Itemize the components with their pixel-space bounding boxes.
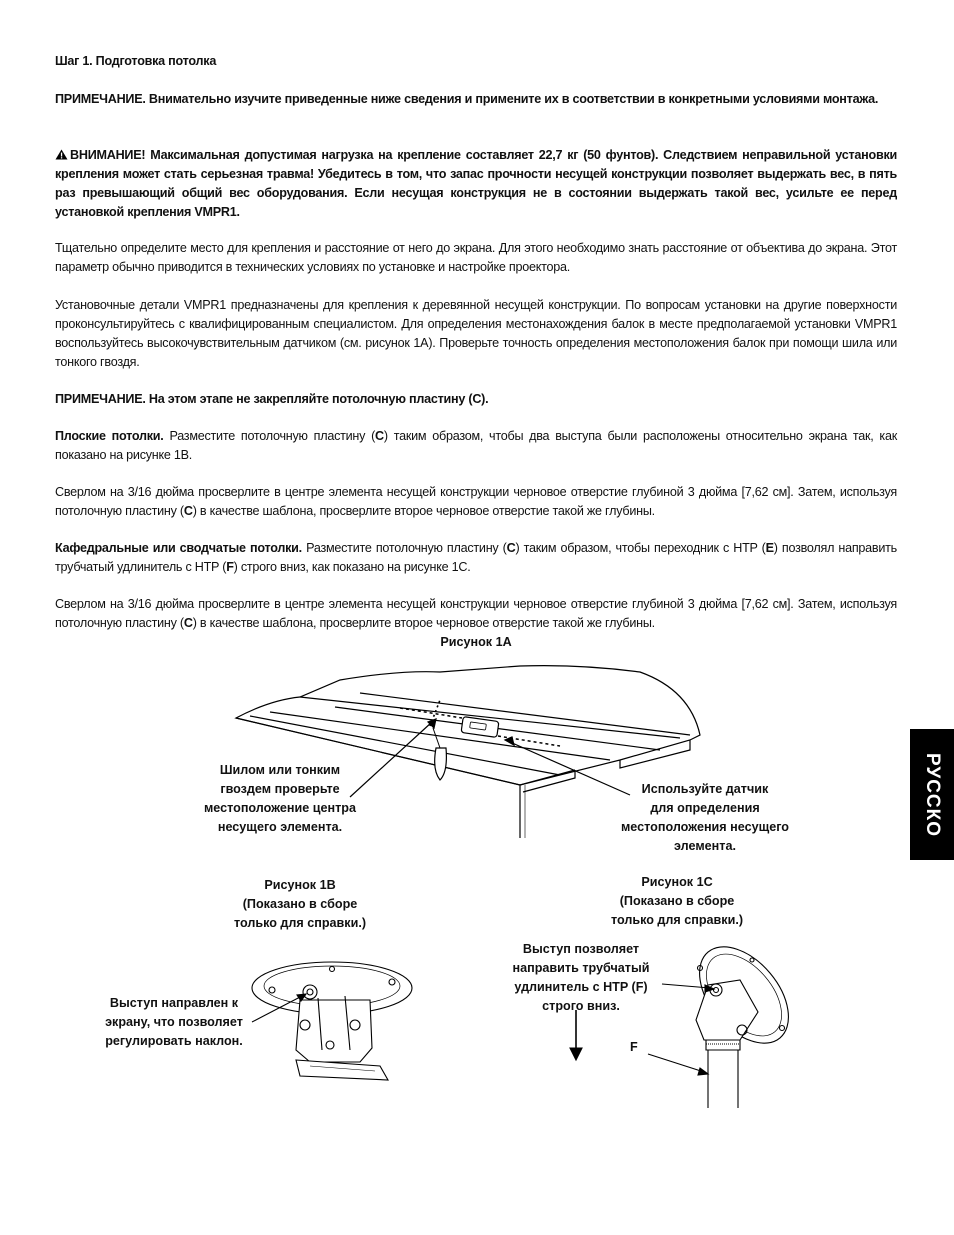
figure-1b-callout-line-3: регулировать наклон. bbox=[105, 1034, 243, 1048]
figure-1c-title-line-1: Рисунок 1C bbox=[641, 875, 713, 889]
figure-1c-callout bbox=[496, 940, 666, 1016]
warning-text: ВНИМАНИЕ! Максимальная допустимая нагрузка на крепление составляет 22,7 кг (50 фунтов). Следствием неправильной установки крепления может стать серьезная травма! Убедитесь в том, что запас прочности несущей конструкции позволяет выдержать вес, в пять раз превышающий общий вес оборудования. Если несущая конструкция не в состоянии выдержать такой вес, усильте ее перед установкой крепления VMPR1. bbox=[55, 148, 897, 219]
figure-1c-title bbox=[587, 873, 767, 930]
sensor-callout-line-2: для определения bbox=[650, 801, 760, 815]
drill1-text-1: Сверлом на 3/16 дюйма просверлите в центре элемента несущей конструкции черновое отверстие глубиной 3 дюйма [7,62 см]. Затем, используя потолочную пластину ( bbox=[55, 485, 897, 518]
cathedral-text-4: ) строго вниз, как показано на рисунке 1C. bbox=[233, 560, 471, 574]
figure-1c-callout-line-1: Выступ позволяет bbox=[522, 942, 640, 956]
figure-1b-callout bbox=[80, 994, 268, 1051]
figure-1a-sensor-callout bbox=[600, 780, 810, 856]
drill2-text-2: ) в качестве шаблона, просверлите второе черновое отверстие такой же глубины. bbox=[192, 616, 655, 630]
figure-1b-title bbox=[210, 876, 390, 933]
sensor-callout-line-1: Используйте датчик bbox=[641, 782, 769, 796]
cathedral-letter-c: C bbox=[506, 541, 516, 555]
figure-1b-callout-line-2: экрану, что позволяет bbox=[105, 1015, 243, 1029]
awl-callout-line-1: Шилом или тонким bbox=[219, 763, 341, 777]
awl-callout-line-4: несущего элемента. bbox=[217, 820, 343, 834]
cathedral-heading: Кафедральные или сводчатые потолки. bbox=[55, 541, 302, 555]
figure-1b-title-line-2: (Показано в сборе bbox=[242, 897, 358, 911]
cathedral-text-1: Разместите потолочную пластину ( bbox=[301, 541, 507, 555]
awl-callout-line-3: местоположение центра bbox=[203, 801, 357, 815]
figure-1a-awl-callout bbox=[185, 761, 375, 837]
figure-1b-title-line-3: только для справки.) bbox=[233, 916, 367, 930]
language-side-tab bbox=[910, 729, 954, 860]
figure-1b-callout-line-1: Выступ направлен к bbox=[109, 996, 239, 1010]
drill1-letter-c: C bbox=[183, 504, 193, 518]
figure-1b-mount-drawing bbox=[252, 962, 412, 1080]
figure-1c-callout-line-2: направить трубчатый bbox=[512, 961, 650, 975]
cathedral-letter-e: E bbox=[765, 541, 774, 555]
figure-1b-title-line-1: Рисунок 1B bbox=[264, 878, 336, 892]
drill1-text-2: ) в качестве шаблона, просверлите второе черновое отверстие такой же глубины. bbox=[192, 504, 655, 518]
sensor-callout-line-4: элемента. bbox=[674, 839, 736, 853]
figure-1c-callout-line-4: строго вниз. bbox=[542, 999, 620, 1013]
figure-1c-callout-line-3: удлинитель с HTP (F) bbox=[514, 980, 648, 994]
step-title: Шаг 1. Подготовка потолка bbox=[55, 54, 217, 68]
figure-1c-title-line-3: только для справки.) bbox=[610, 913, 744, 927]
figure-1a-title: Рисунок 1A bbox=[440, 635, 512, 649]
drill2-text-1: Сверлом на 3/16 дюйма просверлите в центре элемента несущей конструкции черновое отверстие глубиной 3 дюйма [7,62 см]. Затем, используя потолочную пластину ( bbox=[55, 597, 897, 630]
paragraph-wood-structure: Установочные детали VMPR1 предназначены для крепления к деревянной несущей конструкции. По вопросам установки на другие поверхности проконсультируйтесь с квалифицированным специалистом. Для определения местонахождения балок в месте предполагаемой установки VMPR1 воспользуйтесь высокочувствительным датчиком (см. рисунок 1A). Проверьте точность определения местоположения балок при помощи шила или тонкого гвоздя. bbox=[55, 298, 897, 369]
figure-1c-title-line-2: (Показано в сборе bbox=[619, 894, 735, 908]
flat-text-1: Разместите потолочную пластину ( bbox=[163, 429, 376, 443]
figure-1c-f-label: F bbox=[630, 1040, 638, 1054]
cathedral-letter-f: F bbox=[226, 560, 234, 574]
note-do-not-fix-plate: ПРИМЕЧАНИЕ. На этом этапе не закрепляйте потолочную пластину (C). bbox=[55, 392, 489, 406]
language-tab-label: РУССКО bbox=[922, 752, 943, 837]
flat-heading: Плоские потолки. bbox=[55, 429, 164, 443]
note-study-info: ПРИМЕЧАНИЕ. Внимательно изучите приведенные ниже сведения и примените их в соответствии в конкретными условиями монтажа. bbox=[55, 92, 879, 106]
flat-text-2: ) таким образом, чтобы два выступа были расположены относительно экрана так, как показано на рисунке 1B. bbox=[55, 429, 897, 462]
awl-callout-line-2: гвоздем проверьте bbox=[220, 782, 340, 796]
cathedral-text-3: ) позволял направить трубчатый удлинитель с HTP ( bbox=[55, 541, 897, 574]
drill2-letter-c: C bbox=[183, 616, 193, 630]
paragraph-location: Тщательно определите место для крепления и расстояние от него до экрана. Для этого необходимо знать расстояние от объектива до экрана. Этот параметр обычно приводится в технических условиях по установке и настройке проектора. bbox=[55, 241, 897, 274]
cathedral-text-2: ) таким образом, чтобы переходник с HTP ( bbox=[515, 541, 766, 555]
sensor-callout-line-3: местоположения несущего bbox=[620, 820, 790, 834]
flat-letter-c: C bbox=[375, 429, 384, 443]
